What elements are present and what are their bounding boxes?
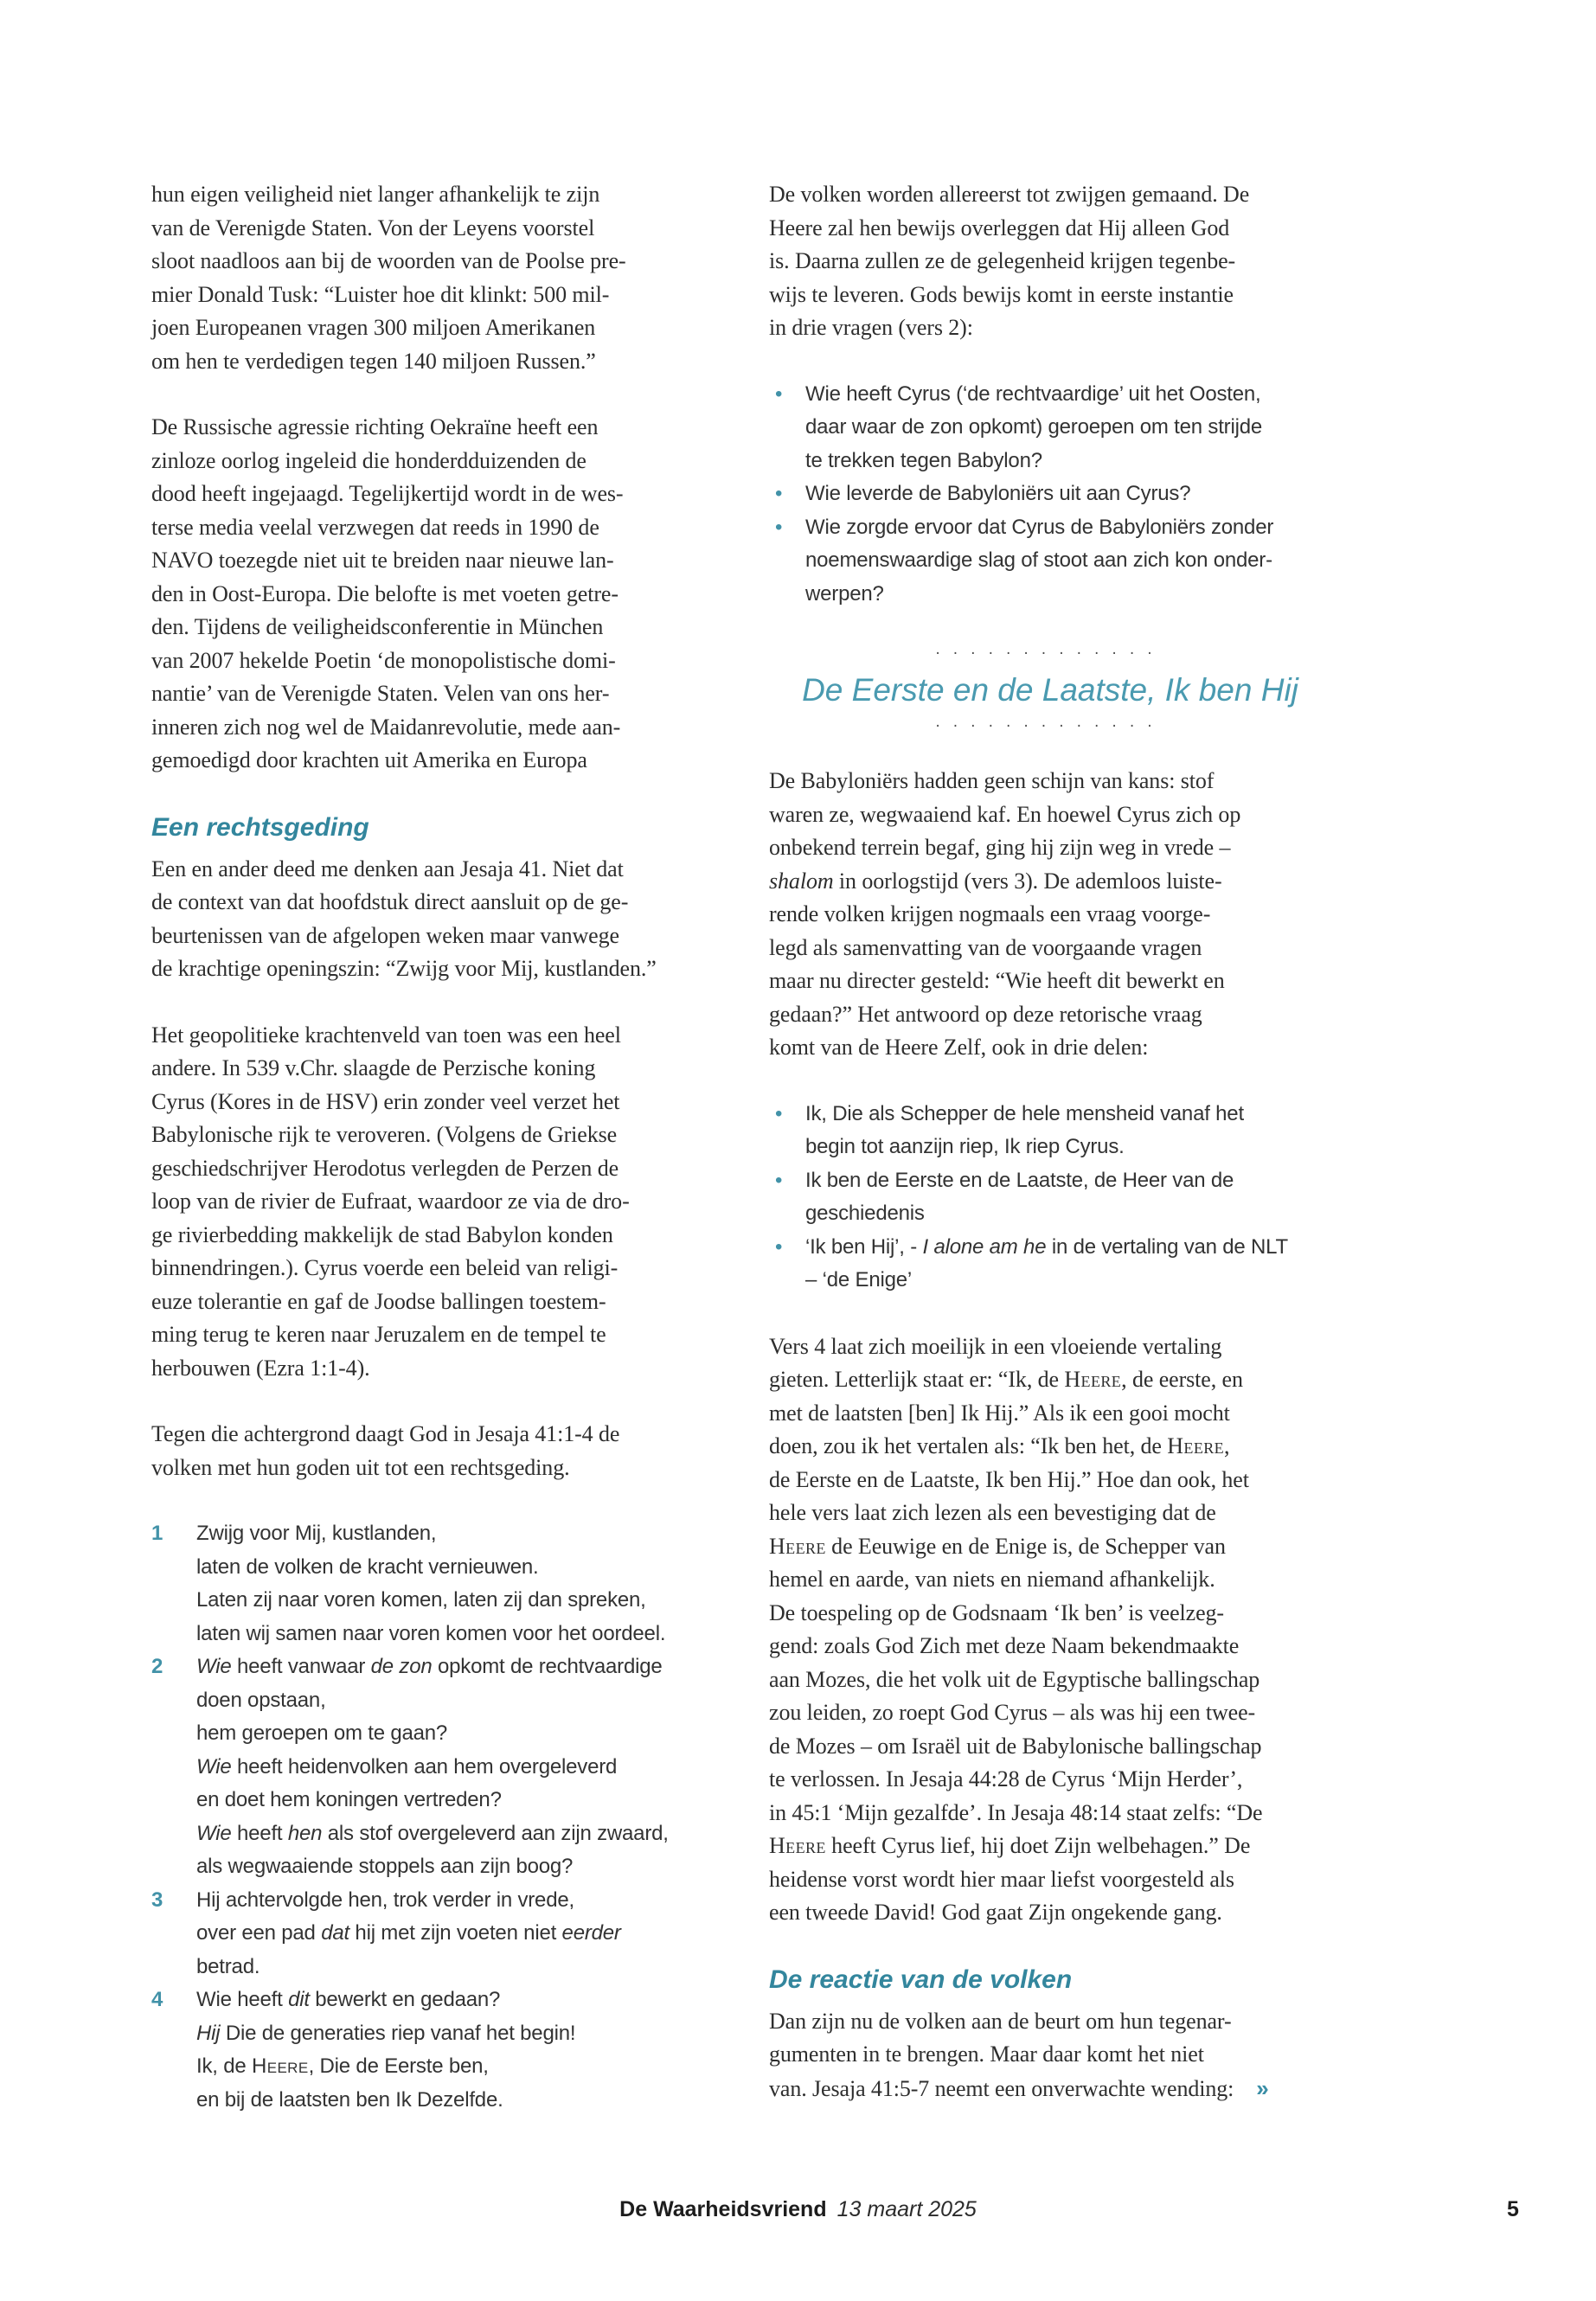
bullet-item: • Wie heeft Cyrus (‘de rechtvaardige’ uit het Oosten, daar waar de zon opkomt) geroepen om ten strijde te trekken tegen Babylon? [769, 378, 1331, 478]
verse [151, 1517, 714, 1650]
issue-date: 13 maart 2025 [836, 2197, 977, 2221]
paragraph: Het geopolitieke krachtenveld van toen was een heel andere. In 539 v.Chr. slaagde de Perzische koning Cyrus (Kores in de HSV) erin zonder veel verzet het Babylonische rijk te veroveren. (Volgens de Griekse geschiedschrijver Herodotus verlegden de Perzen de loop van de rivier de Eufraat, waardoor ze via de dro- ge rivierbedding makkelijk de stad Babylon konden binnendringen.). Cyrus voerde een beleid van religi- euze tolerantie en gaf de Joodse ballingen toestem- ming terug te keren naar Jeruzalem en de tempel te herbouwen (Ezra 1:1-4). [151, 1022, 630, 1381]
dots-separator: ············· [935, 645, 1165, 663]
verse-text: Hij achtervolgde hen, trok verder in vrede, over een pad dat hij met zijn voeten niet eerder betrad. [196, 1888, 621, 1978]
paragraph: hun eigen veiligheid niet langer afhankelijk te zijn van de Verenigde Staten. Von der Leyens voorstel sloot naadloos aan bij de woorden van de Poolse pre- mier Donald Tusk: “Luister hoe dit klinkt: 500 mil- joen Europeanen vragen 300 miljoen Amerikanen om hen te verdedigen tegen 140 miljoen Russen.” [151, 182, 626, 374]
verse-number: 3 [151, 1888, 163, 1912]
verse-list [151, 1517, 714, 2117]
bullet-item: • Wie leverde de Babyloniërs uit aan Cyrus? [769, 478, 1331, 511]
paragraph: Tegen die achtergrond daagt God in Jesaja 41:1-4 de volken met hun goden uit tot een rechtsgeding. [151, 1421, 620, 1480]
paragraph: De volken worden allereerst tot zwijgen gemaand. De Heere zal hen bewijs overleggen dat Hij alleen God is. Daarna zullen ze de gelegenheid krijgen tegenbe- wijs te leveren. Gods bewijs komt in eerste instantie in drie vragen (vers 2): [769, 182, 1250, 340]
bullet-item: • Ik ben de Eerste en de Laatste, de Heer van de geschiedenis [769, 1164, 1331, 1231]
subheading: De reactie van de volken [769, 1965, 1073, 1994]
verse-number: 1 [151, 1522, 163, 1545]
bullet-list [769, 1098, 1331, 1298]
bullet-item: • Wie zorgde ervoor dat Cyrus de Babyloniërs zonder noemenswaardige slag of stoot aan zich kon onder- werpen? [769, 511, 1331, 612]
dots-separator: ············· [935, 718, 1165, 735]
verse [151, 1984, 714, 2117]
verse [151, 1650, 714, 1884]
bullet-item: • Ik, Die als Schepper de hele mensheid vanaf het begin tot aanzijn riep, Ik riep Cyrus. [769, 1098, 1331, 1164]
paragraph: Vers 4 laat zich moeilijk in een vloeiende vertaling gieten. Letterlijk staat er: “Ik, de Heere, de eerste, en met de laatsten [ben] Ik Hij.” Als ik een gooi mocht doen, zou ik het vertalen als: “Ik ben het, de Heere, de Eerste en de Laatste, Ik ben Hij.” Hoe dan ook, het hele vers laat zich lezen als een bevestiging dat de Heere de Eeuwige en de Enige is, de Schepper van hemel en aarde, van niets en niemand afhankelijk. De toespeling op de Godsnaam ‘Ik ben’ is veelzeg- gend: zoals God Zich met deze Naam bekendmaakte aan Mozes, die het volk uit de Egyptische ballingschap zou leiden, zo roept God Cyrus – als was hij een twee- de Mozes – om Israël uit de Babylonische ballingschap te verlossen. In Jesaja 44:28 de Cyrus ‘Mijn Herder’, in 45:1 ‘Mijn gezalfde’. In Jesaja 48:14 staat zelfs: “De Heere heeft Cyrus lief, hij doet Zijn welbehagen.” De heidense vorst wordt hier maar liefst voorgesteld als een tweede David! God gaat Zijn ongekende gang. [769, 1333, 1263, 1925]
magazine-title: De Waarheidsvriend [619, 2197, 827, 2221]
right-column [769, 178, 1331, 2138]
paragraph: De Babyloniërs hadden geen schijn van kans: stof waren ze, wegwaaiend kaf. En hoewel Cyrus zich op onbekend terrein begaf, ging hij zijn weg in vrede – shalom in oorlogstijd (vers 3). De ademloos luiste- rende volken krijgen nogmaals een vraag voorge- legd als samenvatting van de voorgaande vragen maar nu directer gesteld: “Wie heeft dit bewerkt en gedaan?” Het antwoord op deze retorische vraag komt van de Heere Zelf, ook in drie delen: [769, 768, 1241, 1060]
bullet-list [769, 378, 1331, 612]
bullet-item: • ‘Ik ben Hij’, - I alone am he in de vertaling van de NLT – ‘de Enige’ [769, 1231, 1331, 1298]
verse-number: 4 [151, 1988, 163, 2011]
verse-text: Wie heeft dit bewerkt en gedaan? Hij Die de generaties riep vanaf het begin! Ik, de Heere, Die de Eerste ben, en bij de laatsten ben Ik Dezelfde. [196, 1988, 576, 2112]
subheading: Een rechtsgeding [151, 812, 369, 842]
paragraph: Een en ander deed me denken aan Jesaja 41. Niet dat de context van dat hoofdstuk direct aansluit op de ge- beurtenissen van de afgelopen weken maar vanwege de krachtige openingszin: “Zwijg voor Mij, kustlanden.” [151, 856, 657, 981]
paragraph: Dan zijn nu de volken aan de beurt om hun tegenar- gumenten in te brengen. Maar daar komt het niet van. Jesaja 41:5-7 neemt een onverwachte wending: » [769, 2008, 1269, 2101]
left-column [151, 178, 714, 2117]
verse-text: Zwijg voor Mij, kustlanden, laten de volken de kracht vernieuwen. Laten zij naar voren komen, laten zij dan spreken, laten wij samen naar voren komen voor het oordeel. [196, 1522, 666, 1645]
verse [151, 1884, 714, 1984]
verse-number: 2 [151, 1655, 163, 1678]
page-number: 5 [1507, 2197, 1519, 2221]
section-heading: De Eerste en de Laatste, Ik ben Hij [802, 672, 1298, 708]
continuation-mark: » [1256, 2074, 1269, 2101]
verse-text: Wie heeft vanwaar de zon opkomt de rechtvaardige doen opstaan, hem geroepen om te gaan? Wie heeft heidenvolken aan hem overgeleverd en doet hem koningen vertreden? Wie heeft hen als stof overgeleverd aan zijn zwaard, als wegwaaiende stoppels aan zijn boog? [196, 1655, 669, 1878]
page-footer [0, 2195, 1596, 2223]
paragraph: De Russische agressie richting Oekraïne heeft een zinloze oorlog ingeleid die honderdduizenden de dood heeft ingejaagd. Tegelijkertijd wordt in de wes- terse media veelal verzwegen dat reeds in 1990 de NAVO toezegde niet uit te breiden naar nieuwe lan- den in Oost-Europa. Die belofte is met voeten getre- den. Tijdens de veiligheidsconferentie in München van 2007 hekelde Poetin ‘de monopolistische domi- nantie’ van de Verenigde Staten. Velen van ons her- inneren zich nog wel de Maidanrevolutie, mede aan- gemoedigd door krachten uit Amerika en Europa [151, 414, 624, 772]
